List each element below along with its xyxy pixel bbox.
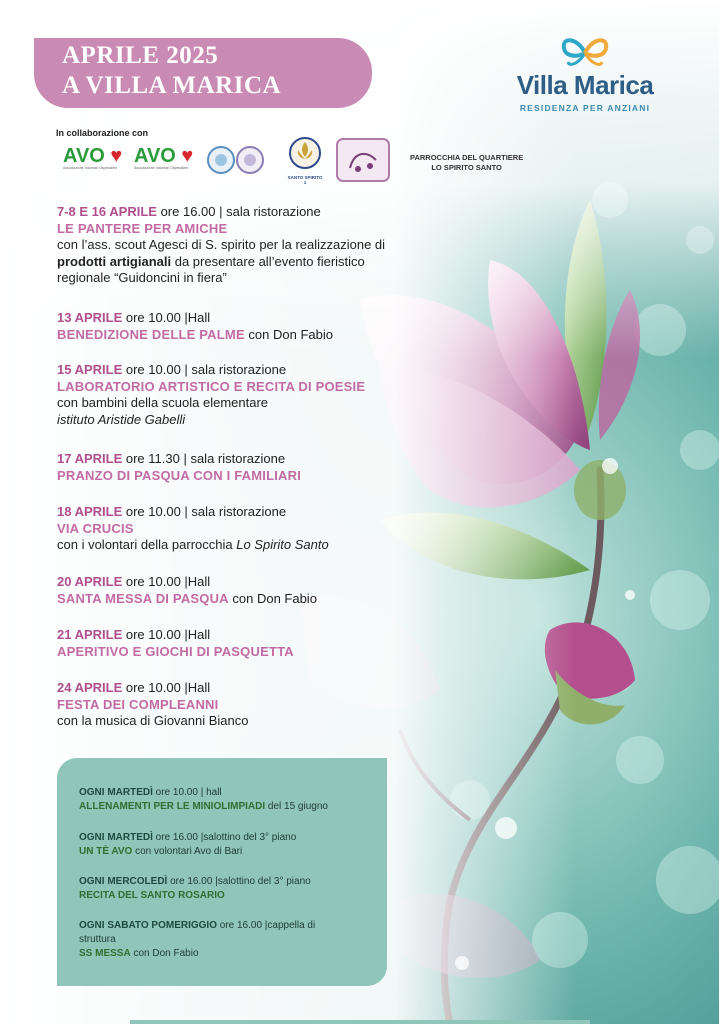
event-item <box>57 574 457 607</box>
weekly-title: UN TÈ AVO <box>79 846 133 857</box>
brand-tagline: RESIDENZA PER ANZIANI <box>519 103 651 113</box>
scout-logo-number: 1 <box>303 180 307 185</box>
villa-marica-logo <box>500 34 670 113</box>
event-item <box>57 680 457 730</box>
event-time-place: ore 16.00 | sala ristorazione <box>156 204 321 219</box>
weekly-item <box>79 786 379 814</box>
event-title: PRANZO DI PASQUA CON I FAMILIARI <box>57 467 302 483</box>
avo-logo-subtitle: Associazione Volontari Ospedalieri <box>63 166 117 170</box>
parish-line-1: PARROCCHIA DEL QUARTIERE <box>410 153 524 162</box>
weekly-title: ALLENAMENTI PER LE MINIOLIMPIADI <box>79 801 266 812</box>
event-time-place: ore 10.00 |Hall <box>122 680 211 695</box>
title-banner <box>34 38 372 108</box>
heart-icon: ♥ <box>104 145 123 167</box>
event-description: con l’ass. scout Agesci di S. spirito per la realizzazione di <box>57 237 386 252</box>
event-description: da presentare all’evento fieristico <box>171 253 365 269</box>
event-host: con Don Fabio <box>244 326 333 342</box>
avo-logo-text: AVO <box>63 145 105 167</box>
event-time-place: ore 10.00 |Hall <box>122 574 211 589</box>
event-date: 21 APRILE <box>57 627 123 642</box>
event-title: LE PANTERE PER AMICHE <box>57 220 228 236</box>
event-item <box>57 362 457 428</box>
parish-text <box>410 153 523 173</box>
brand-name: Villa Marica <box>516 70 654 100</box>
weekly-item <box>79 875 379 903</box>
weekly-note: con volontari Avo di Bari <box>132 846 243 857</box>
event-description-bold: prodotti artigianali <box>57 253 172 269</box>
page-title-location: A VILLA MARICA <box>62 72 282 99</box>
weekly-day: OGNI SABATO POMERIGGIO <box>79 920 217 931</box>
weekly-item <box>79 919 379 961</box>
weekly-time-place: ore 16.00 |salottino del 3° piano <box>167 876 311 887</box>
event-date: 17 APRILE <box>57 451 123 466</box>
scout-santo-spirito-logo <box>286 136 324 184</box>
butterfly-logo-icon <box>558 34 612 72</box>
bottom-accent-bar <box>130 1020 590 1024</box>
weekly-title: SS MESSA <box>79 948 131 959</box>
event-date: 7-8 E 16 APRILE <box>57 204 157 219</box>
event-title: SANTA MESSA DI PASQUA <box>57 590 229 606</box>
avo-logo-2 <box>134 146 194 178</box>
event-description-italic: istituto Aristide Gabelli <box>57 411 186 427</box>
event-item <box>57 627 457 660</box>
event-time-place: ore 10.00 |Hall <box>122 627 211 642</box>
event-date: 18 APRILE <box>57 504 123 519</box>
heart-icon: ♥ <box>175 145 194 167</box>
event-item <box>57 204 457 287</box>
event-description: con la musica di Giovanni Bianco <box>57 713 249 728</box>
weekly-title: RECITA DEL SANTO ROSARIO <box>79 890 225 901</box>
scout-logo-label: SANTO SPIRITO <box>287 175 323 180</box>
event-date: 24 APRILE <box>57 680 123 695</box>
event-time-place: ore 10.00 |Hall <box>122 310 211 325</box>
event-title: BENEDIZIONE DELLE PALME <box>57 326 245 342</box>
event-date: 20 APRILE <box>57 574 123 589</box>
event-item <box>57 451 457 484</box>
event-item <box>57 504 457 554</box>
event-title: LABORATORIO ARTISTICO E RECITA DI POESIE <box>57 378 366 394</box>
event-time-place: ore 10.00 | sala ristorazione <box>122 504 287 519</box>
weekly-day: OGNI MARTEDÌ <box>79 787 153 798</box>
weekly-item <box>79 831 379 859</box>
event-description: regionale “Guidoncini in fiera” <box>57 270 227 285</box>
weekly-time-place: ore 16.00 |cappella di <box>216 920 316 931</box>
avo-logo-subtitle: Associazione Volontari Ospedalieri <box>134 166 188 170</box>
weekly-activities-box <box>57 758 387 986</box>
event-description-italic: Lo Spirito Santo <box>236 537 329 552</box>
weekly-day: OGNI MARTEDÌ <box>79 832 153 843</box>
partner-round-logos <box>206 140 264 180</box>
event-time-place: ore 10.00 | sala ristorazione <box>122 362 287 377</box>
page-title-month: APRILE 2025 <box>62 42 219 69</box>
event-title: APERITIVO E GIOCHI DI PASQUETTA <box>57 643 294 659</box>
weekly-day: OGNI MERCOLEDÌ <box>79 876 168 887</box>
parish-line-2: LO SPIRITO SANTO <box>431 163 502 172</box>
event-title: FESTA DEI COMPLEANNI <box>57 696 219 712</box>
event-time-place: ore 11.30 | sala ristorazione <box>122 451 286 466</box>
avo-logo-text: AVO <box>134 145 176 167</box>
weekly-time-place: ore 16.00 |salottino del 3° piano <box>152 832 297 843</box>
event-date: 13 APRILE <box>57 310 123 325</box>
event-description: con i volontari della parrocchia <box>57 537 237 552</box>
event-host: con Don Fabio <box>228 590 317 606</box>
parish-choir-logo <box>336 138 390 182</box>
weekly-time-place: ore 10.00 | hall <box>152 787 222 798</box>
weekly-time-place-cont: struttura <box>79 934 116 945</box>
event-title: VIA CRUCIS <box>57 520 134 536</box>
collaboration-label: In collaborazione con <box>56 128 149 138</box>
weekly-note: del 15 giugno <box>265 801 328 812</box>
event-date: 15 APRILE <box>57 362 123 377</box>
weekly-note: con Don Fabio <box>130 948 199 959</box>
event-description: con bambini della scuola elementare <box>57 395 269 410</box>
avo-logo <box>63 146 123 178</box>
scout-fleur-de-lis-icon <box>286 136 324 170</box>
event-item <box>57 310 457 343</box>
